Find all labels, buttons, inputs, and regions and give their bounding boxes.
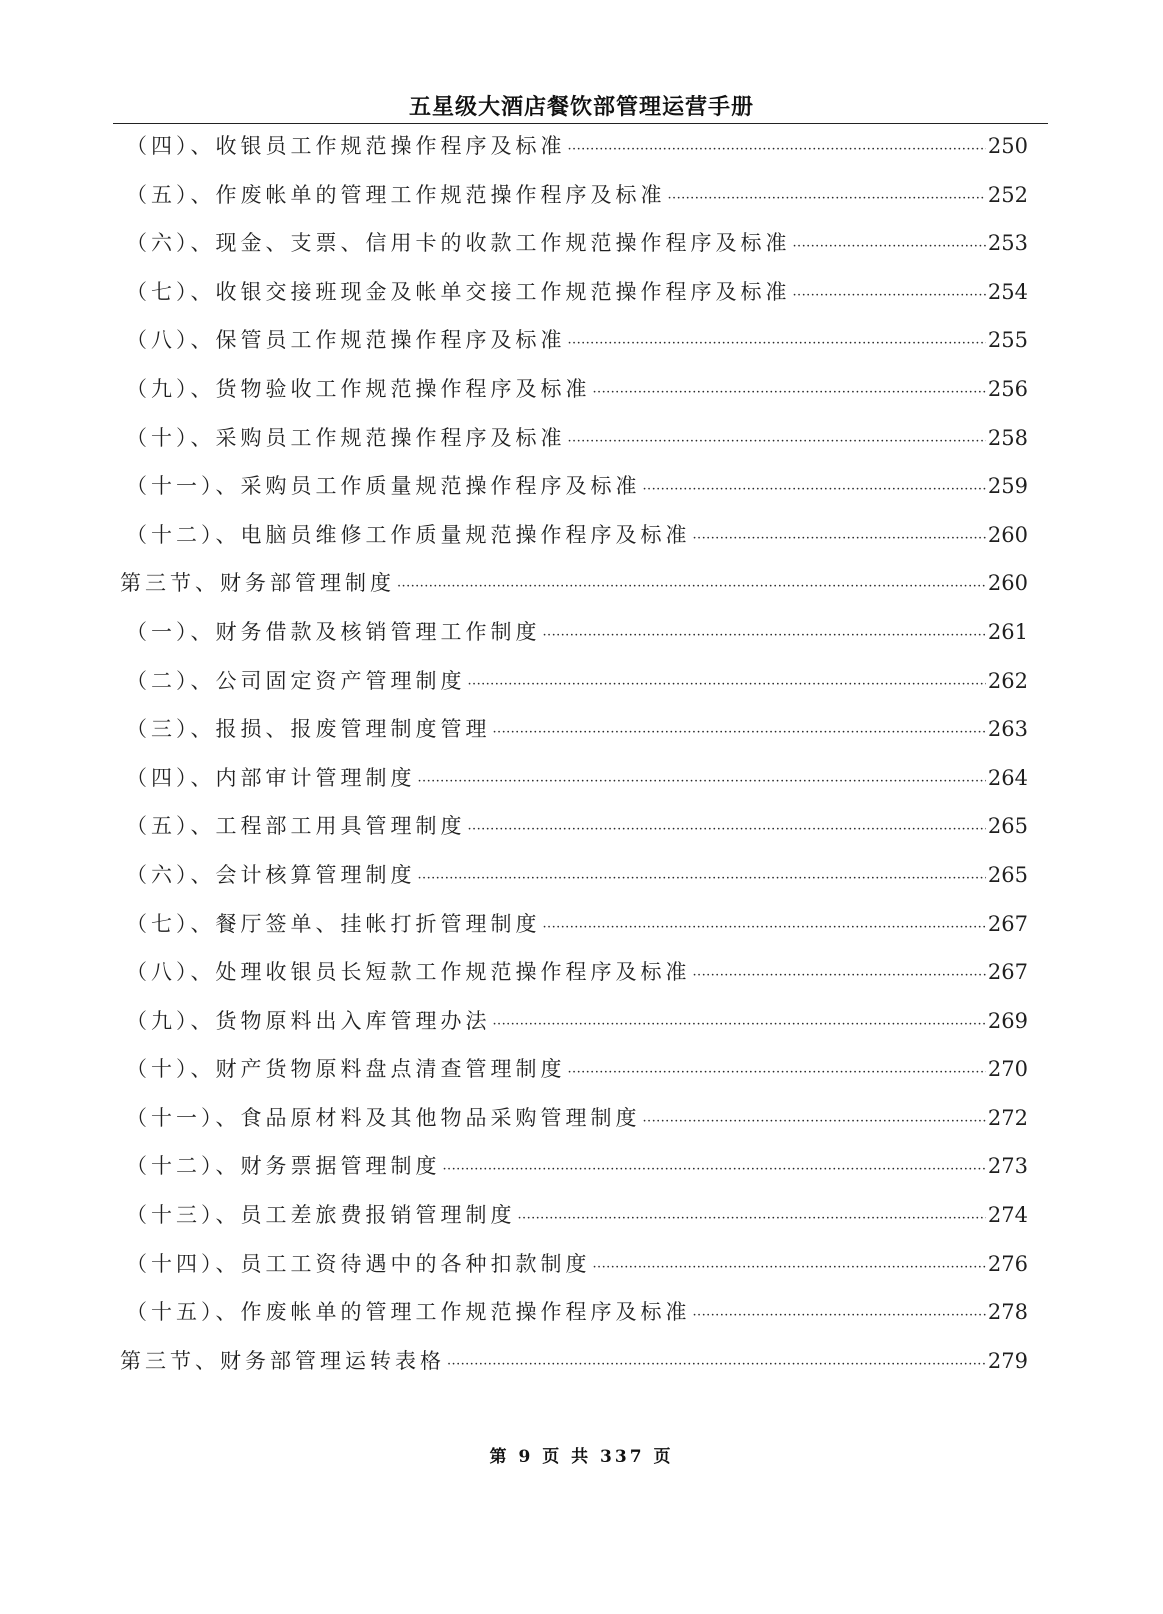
toc-entry-title: （七）、收银交接班现金及帐单交接工作规范操作程序及标准 [126,279,791,304]
toc-entry[interactable] [120,1004,1028,1053]
toc-entry-title: （一）、财务借款及核销管理工作制度 [126,619,541,644]
toc-section-entry[interactable] [120,1344,1028,1393]
toc-entry[interactable] [120,469,1028,518]
toc-entry[interactable] [120,615,1028,664]
toc-leader-dots [543,907,986,945]
toc-entry-title: （十）、财产货物原料盘点清查管理制度 [126,1057,566,1082]
toc-leader-dots [493,1004,986,1042]
toc-leader-dots [643,1101,986,1139]
toc-entry[interactable] [120,1149,1028,1198]
toc-entry[interactable] [120,664,1028,713]
toc-leader-dots [468,809,986,847]
toc-page-number: 278 [987,1300,1028,1325]
toc-entry-title: （五）、作废帐单的管理工作规范操作程序及标准 [126,182,666,207]
header-divider [113,123,1048,124]
toc-leader-dots [568,129,986,167]
toc-entry-title: （十）、采购员工作规范操作程序及标准 [126,425,566,450]
toc-entry-title: （九）、货物验收工作规范操作程序及标准 [126,376,591,401]
toc-leader-dots [543,615,986,653]
toc-leader-dots [693,518,986,556]
toc-page-number: 262 [987,668,1028,693]
toc-entry[interactable] [120,761,1028,810]
toc-leader-dots [443,1149,986,1187]
toc-entry-title: （五）、工程部工用具管理制度 [126,814,466,839]
toc-page-number: 263 [987,717,1028,742]
toc-entry-title: 第三节、财务部管理运转表格 [120,1348,445,1373]
toc-leader-dots [568,323,986,361]
toc-entry-title: （四）、收银员工作规范操作程序及标准 [126,134,566,158]
toc-page-number: 258 [987,425,1028,450]
toc-entry[interactable] [120,372,1028,421]
toc-page-number: 265 [987,862,1028,887]
toc-leader-dots [418,858,986,896]
toc-page-number: 267 [987,911,1028,936]
toc-leader-dots [397,566,986,604]
toc-page-number: 259 [987,474,1028,499]
toc-entry[interactable] [120,178,1028,227]
toc-page-number: 264 [987,765,1028,790]
toc-leader-dots [518,1198,986,1236]
toc-entry-title: （八）、处理收银员长短款工作规范操作程序及标准 [126,960,691,985]
toc-entry[interactable] [120,1101,1028,1150]
toc-entry-title: （十四）、员工工资待遇中的各种扣款制度 [126,1251,591,1276]
toc-page-number: 273 [987,1154,1028,1179]
toc-leader-dots [593,1247,986,1285]
toc-entry[interactable] [120,129,1028,178]
toc-page-number: 252 [987,182,1028,207]
toc-entry[interactable] [120,275,1028,324]
toc-entry-title: （十二）、财务票据管理制度 [126,1154,441,1179]
toc-entry-title: （三）、报损、报废管理制度管理 [126,717,491,742]
toc-leader-dots [447,1344,986,1382]
toc-section-entry[interactable] [120,566,1028,615]
toc-page-number: 254 [987,279,1028,304]
toc-leader-dots [793,275,986,313]
toc-entry-title: （十二）、电脑员维修工作质量规范操作程序及标准 [126,522,691,547]
toc-entry[interactable] [120,858,1028,907]
toc-leader-dots [593,372,986,410]
toc-entry[interactable] [120,1198,1028,1247]
toc-entry[interactable] [120,1052,1028,1101]
toc-entry-title: （八）、保管员工作规范操作程序及标准 [126,328,566,353]
toc-page-number: 261 [987,619,1028,644]
toc-page-number: 274 [987,1203,1028,1228]
toc-leader-dots [668,178,986,216]
toc-entry[interactable] [120,226,1028,275]
toc-page-number: 279 [987,1348,1028,1373]
toc-entry[interactable] [120,955,1028,1004]
toc-entry-title: （九）、货物原料出入库管理办法 [126,1008,491,1033]
toc-page-number: 253 [987,231,1028,256]
toc-entry-title: 第三节、财务部管理制度 [120,571,395,596]
toc-page-number: 260 [987,522,1028,547]
toc-entry[interactable] [120,421,1028,470]
toc-page-number: 260 [987,571,1028,596]
toc-leader-dots [468,664,986,702]
toc-entry-title: （二）、公司固定资产管理制度 [126,668,466,693]
toc-page-number: 265 [987,814,1028,839]
toc-page-number: 255 [987,328,1028,353]
toc-page-number: 276 [987,1251,1028,1276]
toc-leader-dots [418,761,986,799]
page-footer: 第 9 页 共 337 页 [489,1447,674,1467]
toc-entry[interactable] [120,712,1028,761]
table-of-contents [120,129,1028,1392]
page-header-title: 五星级大酒店餐饮部管理运营手册 [408,94,754,120]
toc-entry-title: （六）、现金、支票、信用卡的收款工作规范操作程序及标准 [126,231,791,256]
toc-leader-dots [568,1052,986,1090]
toc-page-number: 269 [987,1008,1028,1033]
toc-entry-title: （十一）、采购员工作质量规范操作程序及标准 [126,474,641,499]
toc-leader-dots [568,421,986,459]
toc-page-number: 270 [987,1057,1028,1082]
toc-entry-title: （十一）、食品原材料及其他物品采购管理制度 [126,1105,641,1130]
toc-entry-title: （七）、餐厅签单、挂帐打折管理制度 [126,911,541,936]
toc-page-number: 267 [987,960,1028,985]
toc-entry-title: （十三）、员工差旅费报销管理制度 [126,1203,516,1228]
toc-page-number: 272 [987,1105,1028,1130]
toc-leader-dots [643,469,986,507]
toc-entry-title: （十五）、作废帐单的管理工作规范操作程序及标准 [126,1300,691,1325]
toc-leader-dots [693,955,986,993]
toc-page-number: 256 [987,376,1028,401]
toc-leader-dots [693,1295,986,1333]
toc-entry[interactable] [120,1295,1028,1344]
toc-entry[interactable] [120,1247,1028,1296]
toc-entry[interactable] [120,518,1028,567]
toc-entry[interactable] [120,907,1028,956]
toc-leader-dots [793,226,986,264]
toc-entry[interactable] [120,809,1028,858]
toc-entry-title: （六）、会计核算管理制度 [126,862,416,887]
toc-entry-title: （四）、内部审计管理制度 [126,765,416,790]
toc-page-number: 250 [987,134,1028,158]
toc-leader-dots [493,712,986,750]
toc-entry[interactable] [120,323,1028,372]
